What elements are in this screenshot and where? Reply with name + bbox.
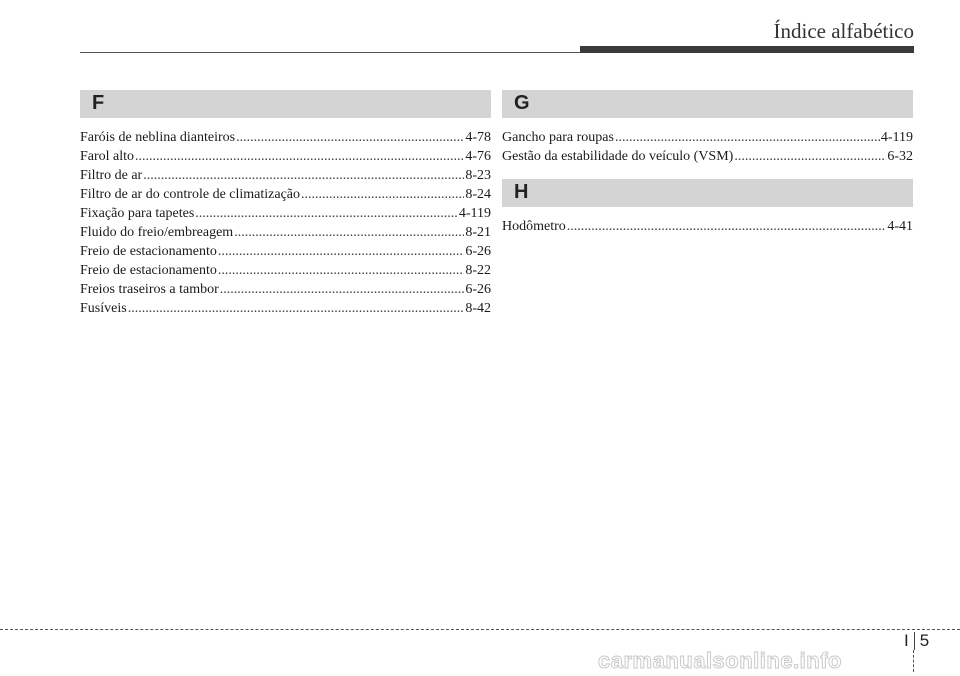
index-entry bbox=[80, 185, 491, 204]
entry-label: Gestão da estabilidade do veículo (VSM) bbox=[502, 149, 734, 164]
index-entry bbox=[502, 217, 913, 236]
entry-page: 8-24 bbox=[465, 187, 491, 202]
index-entry bbox=[80, 128, 491, 147]
leader-dots bbox=[128, 299, 465, 318]
section-letter: F bbox=[92, 92, 105, 114]
header-rule-thick bbox=[580, 46, 914, 53]
leader-dots bbox=[218, 242, 464, 261]
index-entry bbox=[80, 261, 491, 280]
leader-dots bbox=[218, 261, 464, 280]
entry-label: Freio de estacionamento bbox=[80, 244, 217, 259]
section-letter: G bbox=[514, 92, 530, 114]
index-entry bbox=[80, 299, 491, 318]
leader-dots bbox=[567, 217, 887, 236]
right-column bbox=[502, 90, 913, 236]
leader-dots bbox=[615, 128, 880, 147]
footer-dashed-rule bbox=[0, 629, 960, 630]
section-header-f bbox=[80, 90, 491, 118]
entry-label: Gancho para roupas bbox=[502, 130, 614, 145]
leader-dots bbox=[195, 204, 458, 223]
leader-dots bbox=[734, 147, 886, 166]
index-entry bbox=[80, 242, 491, 261]
leader-dots bbox=[143, 166, 464, 185]
entry-label: Freio de estacionamento bbox=[80, 263, 217, 278]
entry-label: Filtro de ar bbox=[80, 168, 143, 183]
leader-dots bbox=[236, 128, 464, 147]
entry-page: 8-21 bbox=[465, 225, 491, 240]
left-column bbox=[80, 90, 491, 318]
index-entry bbox=[80, 147, 491, 166]
page-number bbox=[904, 631, 929, 651]
leader-dots bbox=[135, 147, 464, 166]
entry-page: 8-22 bbox=[465, 263, 491, 278]
entry-page: 4-78 bbox=[465, 130, 491, 145]
section-header-h bbox=[502, 179, 913, 207]
entry-page: 6-32 bbox=[887, 149, 913, 164]
entry-page: 4-119 bbox=[458, 206, 491, 221]
page-header-title: Índice alfabético bbox=[773, 19, 914, 43]
entry-page: 4-119 bbox=[880, 130, 913, 145]
entry-page: 8-23 bbox=[465, 168, 491, 183]
leader-dots bbox=[220, 280, 465, 299]
entry-page: 4-41 bbox=[887, 219, 913, 234]
entry-label: Filtro de ar do controle de climatização bbox=[80, 187, 301, 202]
footer-tick bbox=[913, 650, 915, 672]
entry-label: Faróis de neblina dianteiros bbox=[80, 130, 236, 145]
section-header-g bbox=[502, 90, 913, 118]
page-number-value: 5 bbox=[919, 631, 930, 650]
entry-label: Fusíveis bbox=[80, 301, 127, 316]
section-letter: H bbox=[514, 181, 529, 203]
header-rule-thin bbox=[80, 52, 580, 53]
section-gap bbox=[502, 166, 913, 179]
entry-label: Freios traseiros a tambor bbox=[80, 282, 219, 297]
index-entry bbox=[502, 147, 913, 166]
index-entry bbox=[80, 280, 491, 299]
entry-label: Farol alto bbox=[80, 149, 135, 164]
entry-label: Hodômetro bbox=[502, 219, 566, 234]
entry-page: 6-26 bbox=[465, 282, 491, 297]
entry-label: Fluido do freio/embreagem bbox=[80, 225, 234, 240]
entry-page: 8-42 bbox=[465, 301, 491, 316]
entry-page: 6-26 bbox=[465, 244, 491, 259]
entry-label: Fixação para tapetes bbox=[80, 206, 195, 221]
index-entry bbox=[502, 128, 913, 147]
index-entry bbox=[80, 166, 491, 185]
leader-dots bbox=[301, 185, 464, 204]
index-entry bbox=[80, 223, 491, 242]
leader-dots bbox=[234, 223, 464, 242]
entry-page: 4-76 bbox=[465, 149, 491, 164]
section-number: I bbox=[904, 631, 909, 650]
watermark: carmanualsonline.info bbox=[598, 648, 842, 673]
page-number-separator bbox=[914, 632, 915, 650]
index-entry bbox=[80, 204, 491, 223]
